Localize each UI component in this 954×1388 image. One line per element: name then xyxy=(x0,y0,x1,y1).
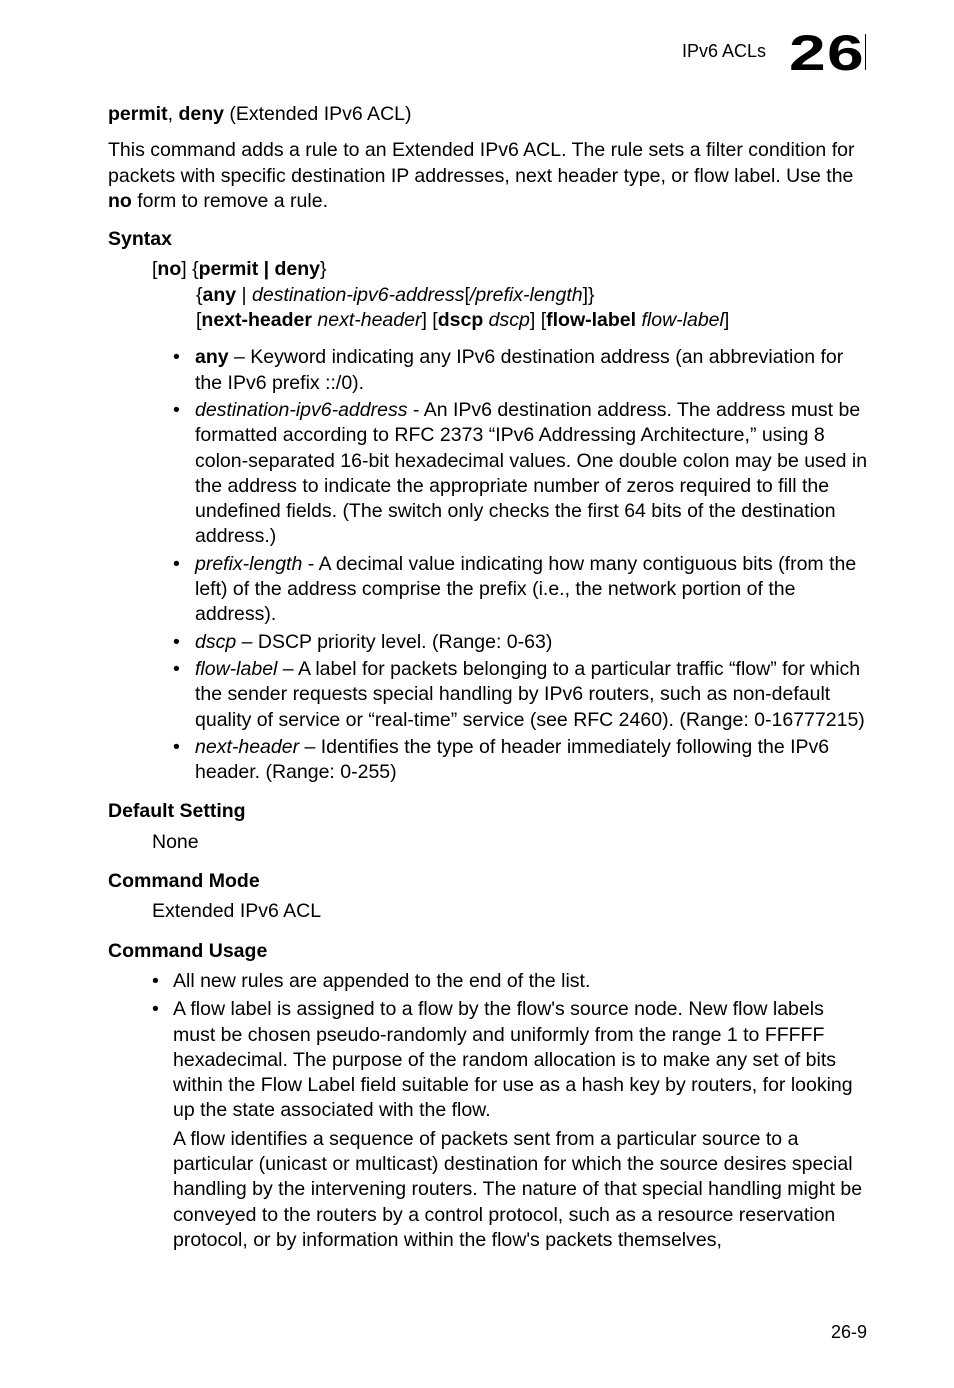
usage-item: • A flow label is assigned to a flow by the flow's source node. New flow labels must be chosen pseudo-randomly and uniformly from the range 1 to FFFFF hexadecimal. The purpose of the random allocation is to make any set of bits within the Flow Label field suitable for use as a hash key by routers, for looking up the state associated with the flow. A flow identifies a sequence of packets sent from a particular source to a particular (unicast or multicast) destination for which the source desires special handling by the intervening routers. The nature of that special handling might be conveyed to the routers by a control protocol, such as a resource reservation protocol, or by information within the flow's packets themselves, xyxy=(173,997,868,1253)
document-body xyxy=(108,102,868,1256)
param-destination-ipv6-address: • destination-ipv6-address - An IPv6 destination address. The address must be formatted according to RFC 2373 “IPv6 Addressing Architecture,” using 8 colon-separated 16-bit hexadecimal values. One double colon may be used in the address to indicate the appropriate number of zeros required to fill the undefined fields. (The switch only checks the first 64 bits of the destination address.) xyxy=(195,398,868,550)
syntax-block xyxy=(108,257,868,333)
syntax-line-1: [no] {permit | deny} xyxy=(152,258,327,281)
usage-item-continuation: A flow identifies a sequence of packets sent from a particular source to a particular (unicast or multicast) destination for which the source desires special handling by the intervening routers. The nature of that special handling might be conveyed to the routers by a control protocol, such as a resource reservation protocol, or by information within the flow's packets themselves, xyxy=(173,1127,863,1251)
command-context: (Extended IPv6 ACL) xyxy=(223,103,412,125)
param-next-header: • next-header – Identifies the type of header immediately following the IPv6 header. (Range: 0-255) xyxy=(195,735,868,786)
command-mode-value: Extended IPv6 ACL xyxy=(152,900,322,923)
command-usage-list xyxy=(108,969,868,1253)
default-setting-value: None xyxy=(152,830,199,853)
page-number: 26-9 xyxy=(830,1322,867,1342)
usage-item: • All new rules are appended to the end of the list. xyxy=(173,969,868,994)
syntax-line-2: {any | destination-ipv6-address[/prefix-length]} xyxy=(196,283,595,306)
command-mode-heading: Command Mode xyxy=(108,870,260,893)
chapter-divider xyxy=(865,34,866,70)
syntax-line-3: [next-header next-header] [dscp dscp] [flow-label flow-label] xyxy=(196,309,730,332)
syntax-heading: Syntax xyxy=(108,228,172,251)
parameter-list xyxy=(108,345,868,785)
command-permit: permit xyxy=(108,103,168,125)
param-flow-label: • flow-label – A label for packets belonging to a particular traffic “flow” for which the sender requests special handling by IPv6 routers, such as non-default quality of service or “real-time” service (see RFC 2460). (Range: 0-16777215) xyxy=(195,657,868,733)
section-title: IPv6 ACLs xyxy=(681,41,766,61)
command-title: permit, deny (Extended IPv6 ACL) xyxy=(108,103,412,125)
command-deny: deny xyxy=(178,103,224,125)
default-setting-heading: Default Setting xyxy=(108,800,246,823)
param-prefix-length: • prefix-length - A decimal value indicating how many contiguous bits (from the left) of the address comprise the prefix (i.e., the network portion of the address). xyxy=(195,552,868,628)
param-any: • any – Keyword indicating any IPv6 destination address (an abbreviation for the IPv6 prefix ::/0). xyxy=(195,345,868,396)
command-usage-heading: Command Usage xyxy=(108,939,268,962)
command-description: This command adds a rule to an Extended IPv6 ACL. The rule sets a filter condition for packets with specific destination IP addresses, next header type, or flow label. Use the no form to remove a rule. xyxy=(108,139,855,212)
param-dscp: • dscp – DSCP priority level. (Range: 0-63) xyxy=(195,630,868,655)
chapter-number: 26 xyxy=(789,25,866,81)
